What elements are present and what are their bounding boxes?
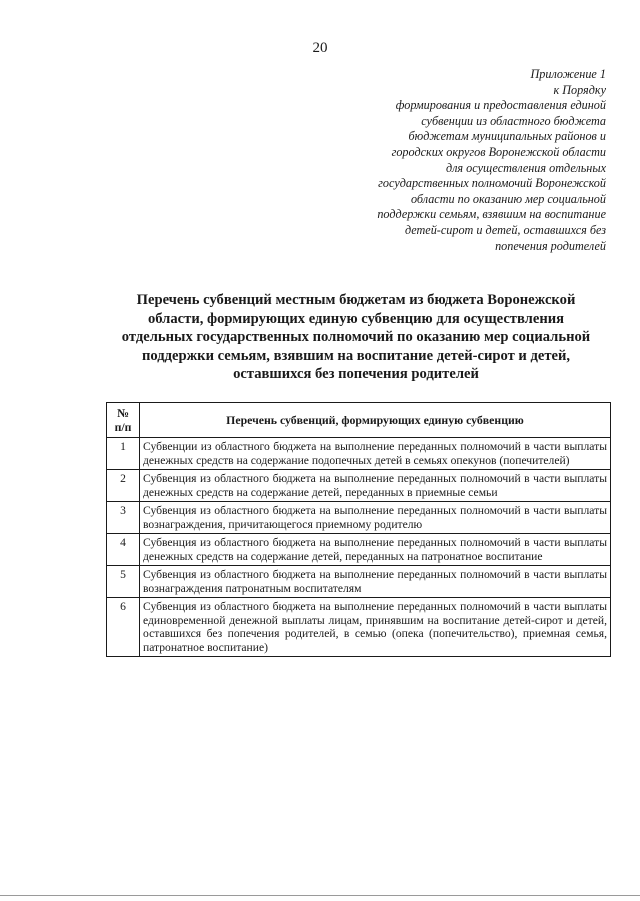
subsidies-table <box>106 402 611 657</box>
row-number: 5 <box>107 566 140 598</box>
appendix-line: Приложение 1 <box>530 67 606 81</box>
row-number: 3 <box>107 502 140 534</box>
title-line: отдельных государственных полномочий по оказанию мер социальной <box>121 329 591 346</box>
title-line: Перечень субвенций местным бюджетам из бюджета Воронежской <box>136 292 576 308</box>
appendix-line: детей-сирот и детей, оставшихся без <box>404 222 606 237</box>
row-number: 6 <box>107 598 140 657</box>
header-number <box>107 403 140 438</box>
title-line: области, формирующих единую субвенцию для осуществления <box>147 310 565 327</box>
appendix-line: субвенции из областного бюджета <box>421 113 606 128</box>
document-title <box>96 291 616 384</box>
page-bottom-divider <box>0 895 640 896</box>
appendix-line: для осуществления отдельных <box>445 160 606 175</box>
table-header-row <box>107 403 611 438</box>
appendix-line: бюджетам муниципальных районов и <box>408 129 606 144</box>
row-number: 2 <box>107 470 140 502</box>
row-text: Субвенция из областного бюджета на выполнение переданных полномочий в части выплаты денежных средств на содержание детей, переданных в приемные семьи <box>140 470 611 502</box>
header-number-line: № <box>117 406 129 420</box>
row-number: 4 <box>107 534 140 566</box>
appendix-line: городских округов Воронежской области <box>391 144 606 159</box>
table-row <box>107 470 611 502</box>
header-subsidy-name: Перечень субвенций, формирующих единую субвенцию <box>140 403 611 438</box>
appendix-line: попечения родителей <box>495 238 606 253</box>
row-text: Субвенции из областного бюджета на выполнение переданных полномочий в части выплаты денежных средств на содержание подопечных детей в семьях опекунов (попечителей) <box>140 438 611 470</box>
table-row <box>107 534 611 566</box>
table-row <box>107 566 611 598</box>
appendix-line: к Порядку <box>553 82 606 97</box>
table-row <box>107 502 611 534</box>
row-text: Субвенция из областного бюджета на выполнение переданных полномочий в части выплаты вознаграждения патронатным воспитателям <box>140 566 611 598</box>
row-text: Субвенция из областного бюджета на выполнение переданных полномочий в части выплаты вознаграждения, причитающегося приемному родителю <box>140 502 611 534</box>
appendix-note <box>336 67 606 254</box>
header-number-line: п/п <box>114 420 132 434</box>
appendix-line: государственных полномочий Воронежской <box>378 176 606 191</box>
table-row <box>107 598 611 657</box>
title-line: поддержки семьям, взявшим на воспитание детей-сирот и детей, <box>141 347 571 364</box>
appendix-line: области по оказанию мер социальной <box>410 191 606 206</box>
table-row <box>107 438 611 470</box>
appendix-line: формирования и предоставления единой <box>395 98 606 113</box>
page-number: 20 <box>312 40 328 56</box>
appendix-line: поддержки семьям, взявшим на воспитание <box>377 207 606 222</box>
row-text: Субвенция из областного бюджета на выполнение переданных полномочий в части выплаты денежных средств на содержание детей, переданных на патронатное воспитание <box>140 534 611 566</box>
title-line: оставшихся без попечения родителей <box>233 366 479 383</box>
row-number: 1 <box>107 438 140 470</box>
row-text: Субвенция из областного бюджета на выполнение переданных полномочий в части выплаты единовременной денежной выплаты лицам, принявшим на воспитание детей-сирот и детей, оставшихся без попечения родителей, в семью (опека (попечительство), приемная семья, патронатное воспитание) <box>140 598 611 657</box>
